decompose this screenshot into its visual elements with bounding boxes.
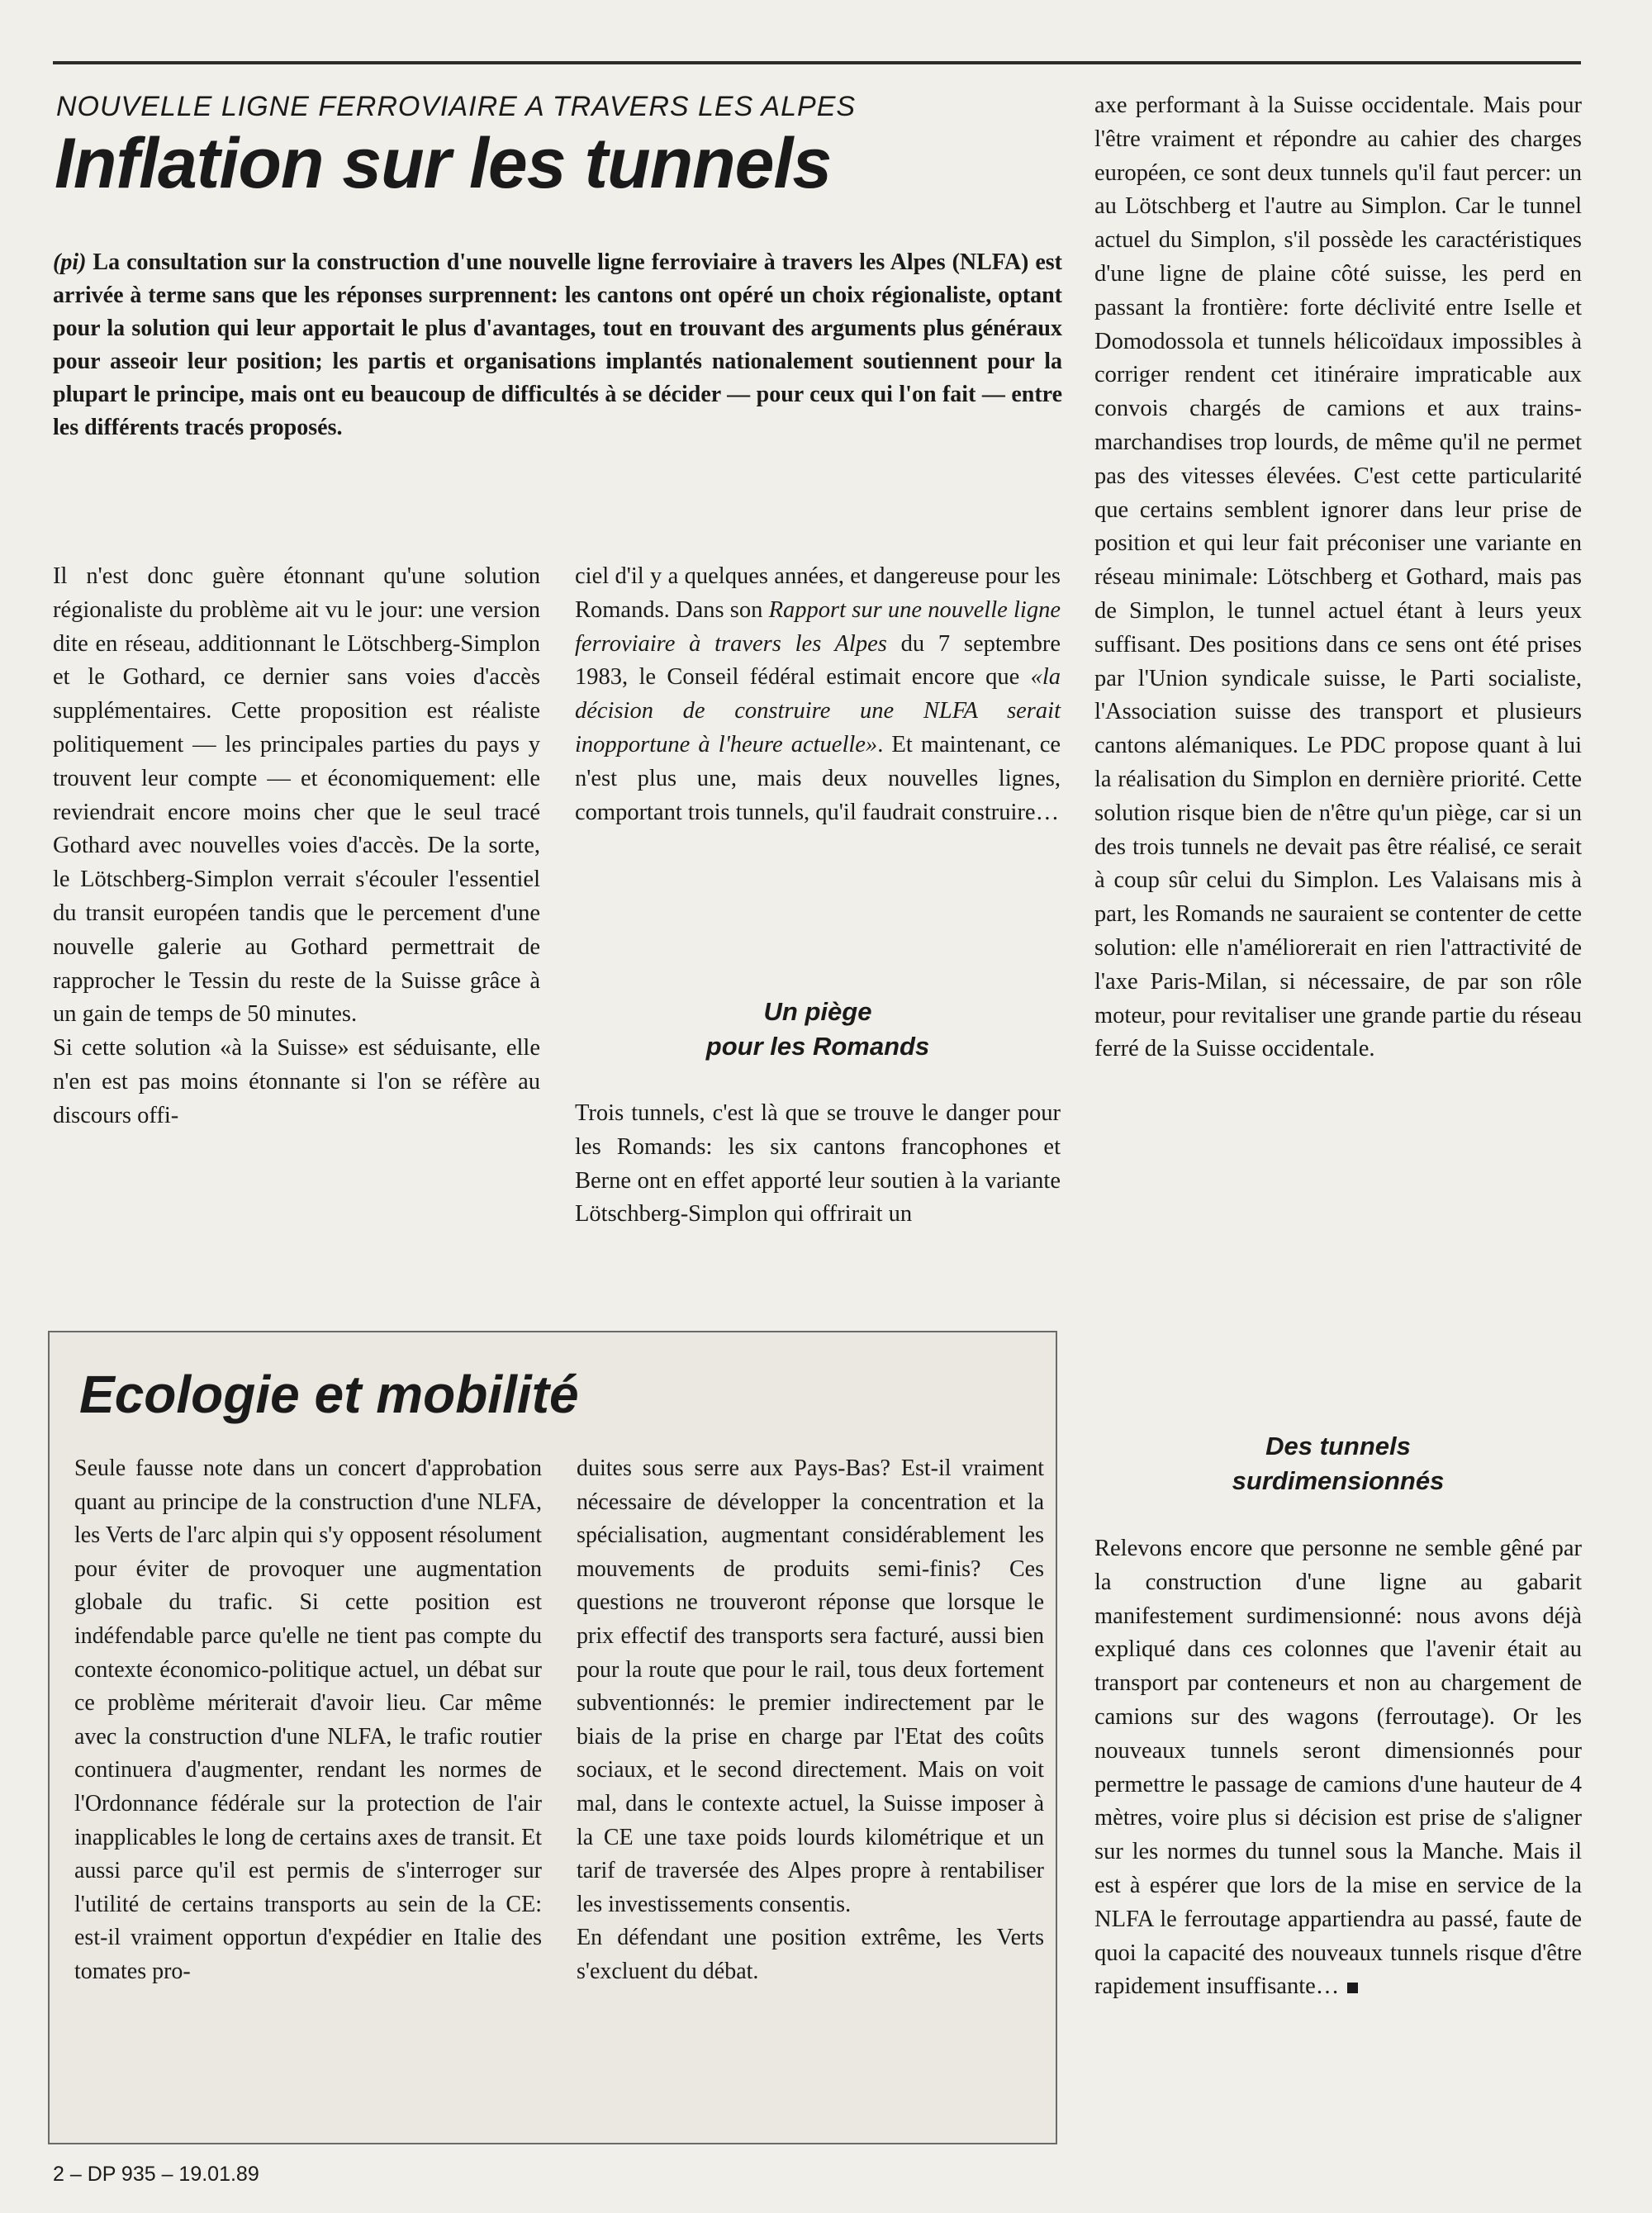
article-column-2 <box>575 560 1061 829</box>
article-headline: Inflation sur les tunnels <box>55 124 832 203</box>
sidebar-title: Ecologie et mobilité <box>79 1365 579 1424</box>
sidebar-column-2 <box>577 1452 1044 1989</box>
article-column-1 <box>53 560 540 1133</box>
page-footer: 2 – DP 935 – 19.01.89 <box>53 2163 259 2186</box>
col1-paragraph-2: Si cette solution «à la Suisse» est séduisante, elle n'en est pas moins étonnante si l'on se réfère au discours offi- <box>53 1035 540 1128</box>
sidebar-col2-paragraph-2: En défendant une position extrême, les Verts s'excluent du débat. <box>577 1925 1044 1984</box>
article-column-3-continued <box>1094 1532 1582 2004</box>
sidebar-column-1 <box>74 1452 542 1989</box>
col3-paragraph-2 <box>1094 1532 1582 2004</box>
lead-author-tag: (pi) <box>53 249 87 275</box>
col2-text-e: . Et maintenant, ce n'est plus une, mais deux nouvelles lignes, comportant trois tunnels, qu'il faudrait construire… <box>575 731 1061 825</box>
subhead-des-tunnels <box>1094 1429 1582 1498</box>
subhead-un-piege-line-1: Un piège <box>763 997 872 1026</box>
top-rule <box>53 61 1581 64</box>
subhead-un-piege <box>575 995 1061 1064</box>
col2-text-a: ciel d'il y a quelques années, et dangereuse pour les Romands. Dans son <box>575 563 1061 623</box>
sidebar-col2-paragraph-1: duites sous serre aux Pays-Bas? Est-il vraiment nécessaire de développer la concentration et la spécialisation, augmentant considérablement les mouvements de produits semi-finis? Ces questions ne trouveront réponse que lorsque le prix effectif des transports sera facturé, aussi bien pour la route que pour le rail, tous deux fortement subventionnés: le premier indirectement par le biais de la prise en charge par l'Etat des coûts sociaux, et le second directement. Mais on voit mal, dans le contexte actuel, la Suisse imposer à la CE une taxe poids lourds kilométrique et un tarif de traversée des Alpes propre à rentabiliser les investissements consentis. <box>577 1456 1044 1917</box>
subhead-des-tunnels-line-2: surdimensionnés <box>1232 1466 1445 1495</box>
col2-report-title: Rapport sur une nouvelle ligne ferroviaire à travers les Alpes <box>575 596 1061 657</box>
col2-paragraph-2: Trois tunnels, c'est là que se trouve le danger pour les Romands: les six cantons francophones et Berne ont en effet apporté leur soutien à la variante Lötschberg-Simplon qui offrirait un <box>575 1100 1061 1228</box>
lead-text: La consultation sur la construction d'une nouvelle ligne ferroviaire à travers les Alpes (NLFA) est arrivée à terme sans que les réponses surprennent: les cantons ont opéré un choix régionaliste, optant pour la solution qui leur apportait le plus d'avantages, tout en trouvant des arguments plus généraux pour asseoir leur position; les partis et organisations implantés nationalement soutiennent pour la plupart le principe, mais ont eu beaucoup de difficultés à se décider — pour ceux qui l'on fait — entre les différents tracés proposés. <box>53 249 1062 440</box>
article-lead <box>53 246 1062 444</box>
article-kicker: NOUVELLE LIGNE FERROVIAIRE A TRAVERS LES ALPES <box>56 91 857 122</box>
subhead-des-tunnels-line-1: Des tunnels <box>1265 1432 1411 1460</box>
article-column-3 <box>1094 89 1582 1066</box>
subhead-un-piege-line-2: pour les Romands <box>705 1032 930 1061</box>
article-column-2-continued <box>575 1097 1061 1232</box>
col2-paragraph-1 <box>575 560 1061 829</box>
col3-paragraph-2-text: Relevons encore que personne ne semble gêné par la construction d'une ligne au gabarit manifestement surdimensionné: nous avons déjà expliqué dans ces colonnes que l'avenir était au transport par conteneurs et non au chargement de camions sur des wagons (ferroutage). Or les nouveaux tunnels seront dimensionnés pour permettre le passage de camions d'une hauteur de 4 mètres, voire plus si décision est prise de s'aligner sur les normes du tunnel sous la Manche. Mais il est à espérer que lors de la mise en service de la NLFA le ferroutage appartiendra au passé, faute de quoi la capacité des nouveaux tunnels risque d'être rapidement insuffisante… <box>1094 1536 1582 2000</box>
col1-paragraph-1: Il n'est donc guère étonnant qu'une solution régionaliste du problème ait vu le jour: une version dite en réseau, additionnant le Lötschberg-Simplon et le Gothard, ce dernier sans voies d'accès supplémentaires. Cette proposition est réaliste politiquement — les principales parties du pays y trouvent leur compte — et économiquement: elle reviendrait encore moins cher que le seul tracé Gothard avec nouvelles voies d'accès. De la sorte, le Lötschberg-Simplon verrait s'écouler l'essentiel du transit européen tandis que le percement d'une nouvelle galerie au Gothard permettrait de rapprocher le Tessin du reste de la Suisse grâce à un gain de temps de 50 minutes. <box>53 563 540 1028</box>
col2-quote: «la décision de construire une NLFA serait inopportune à l'heure actuelle» <box>575 664 1061 757</box>
col3-paragraph-1: axe performant à la Suisse occidentale. Mais pour l'être vraiment et répondre au cahier des charges européen, ce sont deux tunnels qu'il faut percer: un au Lötschberg et l'autre au Simplon. Car le tunnel actuel du Simplon, s'il possède les caractéristiques d'une ligne de plaine côté suisse, les perd en passant la frontière: forte déclivité entre Iselle et Domodossola et tunnels hélicoïdaux impossibles à corriger rendent cet itinéraire impraticable aux convois chargés de camions et aux trains-marchandises trop lourds, de même qu'il ne permet pas des vitesses élevées. C'est cette particularité que certains semblent ignorer dans leur prise de position et qui leur fait préconiser une variante en réseau minimale: Lötschberg et Gothard, mais pas de Simplon, le tunnel actuel étant à leurs yeux suffisant. Des positions dans ce sens ont été prises par l'Union syndicale suisse, le Parti socialiste, l'Association suisse des transport et plusieurs cantons alémaniques. Le PDC propose quant à lui la réalisation du Simplon en dernière priorité. Cette solution risque bien de n'être qu'un piège, car si un des trois tunnels ne devait pas être réalisé, ce serait à coup sûr celui du Simplon. Les Valaisans mis à part, les Romands ne sauraient se contenter de cette solution: elle n'améliorerait en rien l'attractivité de l'axe Paris-Milan, si nécessaire, de par son rôle moteur, pour revitaliser une grande partie du réseau ferré de la Suisse occidentale. <box>1094 93 1582 1062</box>
end-of-article-square-icon <box>1347 1983 1358 1993</box>
sidebar-col1-paragraph: Seule fausse note dans un concert d'approbation quant au principe de la construction d'une NLFA, les Verts de l'arc alpin qui s'y opposent résolument pour éviter de provoquer une augmentation globale du trafic. Si cette position est indéfendable parce qu'elle ne tient pas compte du contexte économico-politique actuel, un débat sur ce problème mériterait d'avoir lieu. Car même avec la construction d'une NLFA, le trafic routier continuera d'augmenter, rendant les normes de l'Ordonnance fédérale sur la protection de l'air inapplicables le long de certains axes de transit. Et aussi parce qu'il est permis de s'interroger sur l'utilité de certains transports au sein de la CE: est-il vraiment opportun d'expédier en Italie des tomates pro- <box>74 1456 542 1984</box>
col2-text-c: du 7 septembre 1983, le Conseil fédéral estimait encore que <box>575 630 1061 691</box>
